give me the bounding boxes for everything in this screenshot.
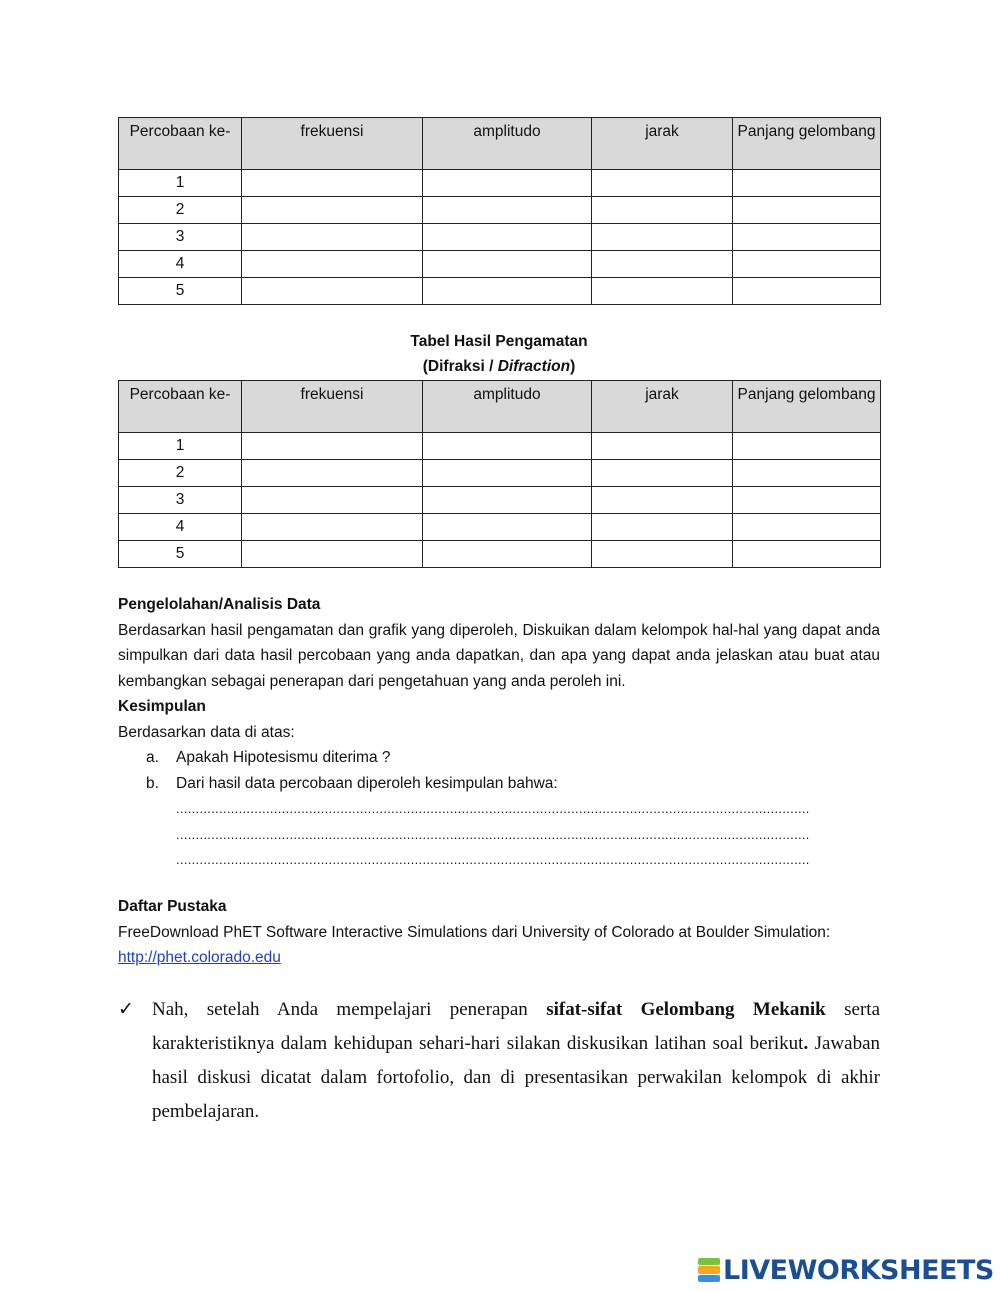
cell-amplitudo[interactable]: [423, 433, 592, 460]
cell-jarak[interactable]: [592, 197, 733, 224]
phet-link[interactable]: http://phet.colorado.edu: [118, 949, 281, 966]
header-amplitudo: amplitudo: [423, 381, 592, 433]
caption-italic: Difraction: [497, 358, 571, 375]
list-marker: b.: [146, 774, 159, 792]
table-row: [119, 170, 881, 197]
note-text: Nah, setelah Anda mempelajari penerapan: [152, 999, 547, 1020]
cell-frekuensi[interactable]: [242, 170, 423, 197]
list-text: Dari hasil data percobaan diperoleh kesimpulan bahwa:: [176, 774, 558, 792]
conclusion-heading: Kesimpulan: [118, 698, 206, 715]
caption-open: (Difraksi /: [422, 358, 498, 375]
logo-block: [698, 1258, 720, 1265]
cell-amplitudo[interactable]: [423, 224, 592, 251]
table-row: [119, 514, 881, 541]
cell-frekuensi[interactable]: [242, 487, 423, 514]
logo-block: [698, 1275, 720, 1282]
observation-table-2: [118, 380, 881, 568]
note-bold-topic: sifat-sifat Gelombang Mekanik: [546, 999, 826, 1020]
cell-panjang-gelombang[interactable]: [733, 487, 881, 514]
cell-frekuensi[interactable]: [242, 514, 423, 541]
cell-amplitudo[interactable]: [423, 460, 592, 487]
cell-frekuensi[interactable]: [242, 460, 423, 487]
cell-frekuensi[interactable]: [242, 251, 423, 278]
cell-panjang-gelombang[interactable]: [733, 460, 881, 487]
table-row: [119, 224, 881, 251]
logo-block: [698, 1266, 720, 1273]
row-number: 5: [119, 541, 242, 568]
note-text: serta karakteristiknya dalam kehidupan sehari-hari silakan diskusikan latihan soal berikut: [152, 999, 880, 1054]
cell-panjang-gelombang[interactable]: [733, 541, 881, 568]
table-row: [119, 197, 881, 224]
header-amplitudo: amplitudo: [423, 118, 592, 170]
table-header-row: [119, 118, 881, 170]
references-heading: Daftar Pustaka: [118, 898, 227, 915]
analysis-heading: Pengelolahan/Analisis Data: [118, 596, 321, 613]
observation-table-1: [118, 117, 881, 305]
table-row: [119, 460, 881, 487]
list-item: [118, 771, 880, 797]
logo-text: LIVEWORKSHEETS: [723, 1254, 994, 1286]
answer-line[interactable]: ..................................................................................................................................................................: [176, 801, 810, 816]
header-frekuensi: frekuensi: [242, 118, 423, 170]
cell-frekuensi[interactable]: [242, 278, 423, 305]
cell-panjang-gelombang[interactable]: [733, 170, 881, 197]
row-number: 3: [119, 224, 242, 251]
cell-jarak[interactable]: [592, 541, 733, 568]
cell-jarak[interactable]: [592, 224, 733, 251]
row-number: 2: [119, 460, 242, 487]
header-panjang-gelombang: Panjang gelombang: [733, 118, 881, 170]
logo-blocks-icon: [698, 1258, 720, 1282]
cell-amplitudo[interactable]: [423, 487, 592, 514]
cell-panjang-gelombang[interactable]: [733, 433, 881, 460]
cell-jarak[interactable]: [592, 487, 733, 514]
caption-close: ): [570, 358, 576, 375]
checkmark-icon: ✓: [118, 999, 134, 1020]
row-number: 4: [119, 514, 242, 541]
list-item: [118, 745, 880, 771]
cell-jarak[interactable]: [592, 170, 733, 197]
row-number: 1: [119, 433, 242, 460]
table-row: [119, 251, 881, 278]
cell-jarak[interactable]: [592, 433, 733, 460]
table-caption: [118, 329, 880, 379]
note-body: [152, 993, 880, 1129]
cell-frekuensi[interactable]: [242, 433, 423, 460]
row-number: 3: [119, 487, 242, 514]
cell-amplitudo[interactable]: [423, 197, 592, 224]
cell-jarak[interactable]: [592, 278, 733, 305]
table-header-row: [119, 381, 881, 433]
table-row: [119, 487, 881, 514]
cell-panjang-gelombang[interactable]: [733, 197, 881, 224]
references-section: [118, 894, 880, 971]
table-row: [119, 541, 881, 568]
liveworksheets-logo[interactable]: [698, 1254, 994, 1286]
header-jarak: jarak: [592, 118, 733, 170]
note-text: Jawaban hasil diskusi dicatat dalam fortofolio, dan di presentasikan perwakilan kelompok di akhir pembelajaran.: [152, 1033, 880, 1122]
analysis-body: Berdasarkan hasil pengamatan dan grafik yang diperoleh, Diskuikan dalam kelompok hal-hal yang dapat anda simpulkan dari data hasil percobaan yang anda dapatkan, dan apa yang dapat anda jelaskan atau buat atau kembangkan sebagai penerapan dari pengetahuan yang anda peroleh ini.: [118, 621, 880, 690]
header-percobaan: Percobaan ke-: [119, 381, 242, 433]
cell-panjang-gelombang[interactable]: [733, 224, 881, 251]
analysis-section: [118, 592, 880, 873]
cell-amplitudo[interactable]: [423, 514, 592, 541]
header-frekuensi: frekuensi: [242, 381, 423, 433]
answer-line[interactable]: ..................................................................................................................................................................: [176, 852, 810, 867]
caption-subtitle: [118, 354, 880, 379]
cell-amplitudo[interactable]: [423, 541, 592, 568]
cell-amplitudo[interactable]: [423, 170, 592, 197]
conclusion-intro: Berdasarkan data di atas:: [118, 723, 295, 741]
cell-jarak[interactable]: [592, 514, 733, 541]
cell-frekuensi[interactable]: [242, 541, 423, 568]
cell-jarak[interactable]: [592, 251, 733, 278]
cell-amplitudo[interactable]: [423, 278, 592, 305]
cell-jarak[interactable]: [592, 460, 733, 487]
caption-title: Tabel Hasil Pengamatan: [410, 333, 588, 350]
cell-frekuensi[interactable]: [242, 197, 423, 224]
cell-frekuensi[interactable]: [242, 224, 423, 251]
row-number: 1: [119, 170, 242, 197]
table-row: [119, 278, 881, 305]
row-number: 4: [119, 251, 242, 278]
header-percobaan: Percobaan ke-: [119, 118, 242, 170]
row-number: 2: [119, 197, 242, 224]
table-row: [119, 433, 881, 460]
list-marker: a.: [146, 749, 159, 766]
answer-line[interactable]: ..................................................................................................................................................................: [176, 826, 810, 842]
note-bold-period: .: [803, 1033, 809, 1054]
row-number: 5: [119, 278, 242, 305]
cell-amplitudo[interactable]: [423, 251, 592, 278]
instruction-note: [118, 993, 880, 1129]
header-jarak: jarak: [592, 381, 733, 433]
header-panjang-gelombang: Panjang gelombang: [733, 381, 881, 433]
cell-panjang-gelombang[interactable]: [733, 251, 881, 278]
list-text: Apakah Hipotesismu diterima ?: [176, 749, 391, 766]
cell-panjang-gelombang[interactable]: [733, 278, 881, 305]
references-text: FreeDownload PhET Software Interactive Simulations dari University of Colorado at Boulder Simulation:: [118, 923, 831, 941]
cell-panjang-gelombang[interactable]: [733, 514, 881, 541]
